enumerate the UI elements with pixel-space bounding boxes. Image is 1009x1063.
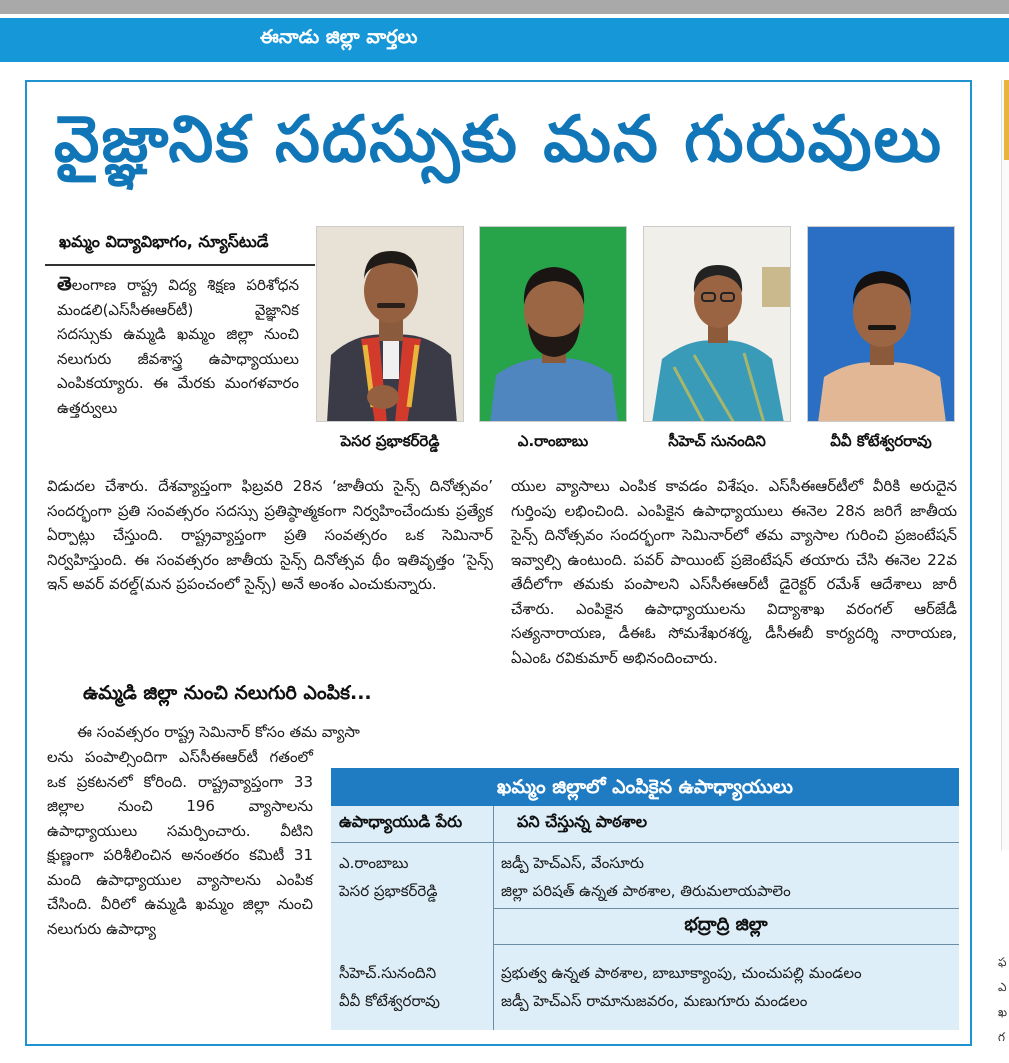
photo-caption: పెసర ప్రభాకర్‌రెడ్డి	[340, 432, 440, 450]
paragraph-text: లంగాణ రాష్ట్ర విద్య శిక్షణ పరిశోధన మండలి(ఎస్‌సీఈఆర్‌టీ) వైజ్ఞానిక సదస్సుకు ఉమ్మడి ఖమ్మం జిల్లా నుంచి నలుగురు జీవశాస్త్ర ఉపాధ్యాయులు ఎంపికయ్యారు. ఈ మేరకు మంగళవారం ఉత్తర్వులు	[57, 276, 299, 417]
table-cell-name: సీహెచ్‌.సునందిని	[339, 964, 437, 982]
photo-sunandini	[643, 226, 791, 422]
article-paragraph: విడుదల చేశారు. దేశవ్యాప్తంగా ఫిబ్రవరి 28న ‘జాతీయ సైన్స్‌ దినోత్సవం’ సందర్భంగా ప్రతి సంవత్సరం సదస్సు ప్రతిష్ఠాత్మకంగా నిర్వహించేందుకు ప్రత్యేక ఏర్పాట్లు చేస్తుంది. రాష్ట్రవ్యాప్తంగా ప్రతి సంవత్సరం ఒక సెమినార్‌ నిర్వహిస్తుంది. ఈ సంవత్సరం జాతీయ సైన్స్‌ దినోత్సవ థీం ఇతివృత్తం ‘సైన్స్‌ ఇన్‌ అవర్‌ వరల్డ్‌(మన ప్రపంచంలో సైన్స్‌) అనే అంశం ఎంచుకున్నారు.	[47, 477, 493, 593]
table-cell-school: జడ్పీ హెచ్‌ఎస్‌ రామానుజవరం, మణుగూరు మండలం	[501, 992, 808, 1010]
table-rule	[493, 908, 959, 909]
top-gray-strip	[0, 0, 1009, 14]
article-paragraph: లను పంపాల్సిందిగా ఎస్‌సీఈఆర్‌టీ గతంలో ఒక ప్రకటనలో కోరింది. రాష్ట్రవ్యాప్తంగా 33 జిల్లాల నుంచి 196 వ్యాసాలను ఉపాధ్యాయులు సమర్పించారు. వీటిని క్షుణ్ణంగా పరిశీలించిన అనంతరం కమిటీ 31 మంది ఉపాధ్యాయుల వ్యాసాలను ఎంపిక చేసింది. వీరిలో ఉమ్మడి ఖమ్మం జిల్లా నుంచి నలుగురు ఉపాధ్యా	[47, 748, 313, 938]
news-article	[25, 80, 972, 1046]
photo-koteswara-rao	[807, 226, 955, 422]
table-rule	[331, 842, 959, 843]
table-rule	[493, 944, 959, 945]
article-paragraph: ఈ సంవత్సరం రాష్ట్ర సెమినార్‌ కోసం తమ వ్యాసా	[77, 723, 360, 741]
table-cell-name: ఎ.రాంబాబు	[339, 854, 409, 872]
district-heading: భద్రాద్రి జిల్లా	[684, 914, 768, 935]
article-paragraph-intro	[57, 272, 299, 420]
table-cell-school: జిల్లా పరిషత్‌ ఉన్నత పాఠశాల, తిరుమలాయపాలెం	[501, 882, 791, 900]
newspaper-banner	[0, 18, 1009, 62]
column-header-teacher: ఉపాధ్యాయుడి పేరు	[339, 812, 463, 831]
dateline-rule	[45, 264, 315, 266]
table-cell-name: పెసర ప్రభాకర్‌రెడ్డి	[339, 882, 438, 900]
dateline: ఖమ్మం విద్యావిభాగం, న్యూస్‌టుడే	[59, 232, 269, 251]
photo-caption: వీవీ కోటేశ్వరరావు	[830, 432, 932, 450]
table-cell-name: వీవీ కోటేశ్వరరావు	[339, 992, 441, 1010]
photo-caption: ఎ.రాంబాబు	[517, 432, 589, 450]
table-title: ఖమ్మం జిల్లాలో ఎంపికైన ఉపాధ్యాయులు	[331, 768, 959, 806]
article-subhead: ఉమ్మడి జిల్లా నుంచి నలుగురి ఎంపిక...	[83, 682, 372, 704]
adjacent-accent-mark	[1004, 80, 1009, 160]
column-header-school: పని చేస్తున్న పాఠశాల	[517, 812, 648, 831]
table-cell-school: జడ్పీ హెచ్‌ఎస్‌, వేంసూరు	[501, 854, 644, 872]
article-headline: వైజ్ఞానిక సదస్సుకు మన గురువులు	[53, 103, 944, 177]
banner-title: ఈనాడు జిల్లా వార్తలు	[260, 26, 418, 48]
drop-lead: తె	[57, 273, 72, 295]
photo-prabhakar-reddy	[316, 226, 464, 422]
teachers-table	[331, 768, 959, 1030]
adjacent-article-edge	[1001, 80, 1009, 850]
adjacent-text-fragment: ఫ ఎ ఖ గ	[998, 955, 1008, 1044]
photo-rambabu	[479, 226, 627, 422]
photo-caption: సీహెచ్‌ సునందిని	[668, 432, 766, 450]
article-paragraph: యుల వ్యాసాలు ఎంపిక కావడం విశేషం. ఎస్‌సీఈఆర్‌టీలో వీరికి అరుదైన గుర్తింపు లభించింది. ఎంపికైన ఉపాధ్యాయులు ఈనెల 28న జరిగే జాతీయ సైన్స్‌ దినోత్సవం సందర్భంగా సెమినార్‌లో తమ వ్యాసాల గురించి ప్రజంటేషన్‌ ఇవ్వాల్సి ఉంటుంది. పవర్‌ పాయింట్‌ ప్రజెంటేషన్‌ తయారు చేసి ఈనెల 22వ తేదీలోగా తమకు పంపాలని ఎస్‌సీఈఆర్‌టీ డైరెక్టర్‌ రమేశ్‌ ఆదేశాలు జారీ చేశారు. ఎంపికైన ఉపాధ్యాయులను విద్యాశాఖ వరంగల్‌ ఆర్‌జేడీ సత్యనారాయణ, డీఈఓ సోమశేఖరశర్మ, డీసీఈబీ కార్యదర్శి నారాయణ, ఏఎంఓ రవికుమార్‌ అభినందించారు.	[511, 477, 957, 667]
table-cell-school: ప్రభుత్వ ఉన్నత పాఠశాల, బాబూక్యాంపు, చుంచుపల్లి మండలం	[501, 964, 862, 982]
